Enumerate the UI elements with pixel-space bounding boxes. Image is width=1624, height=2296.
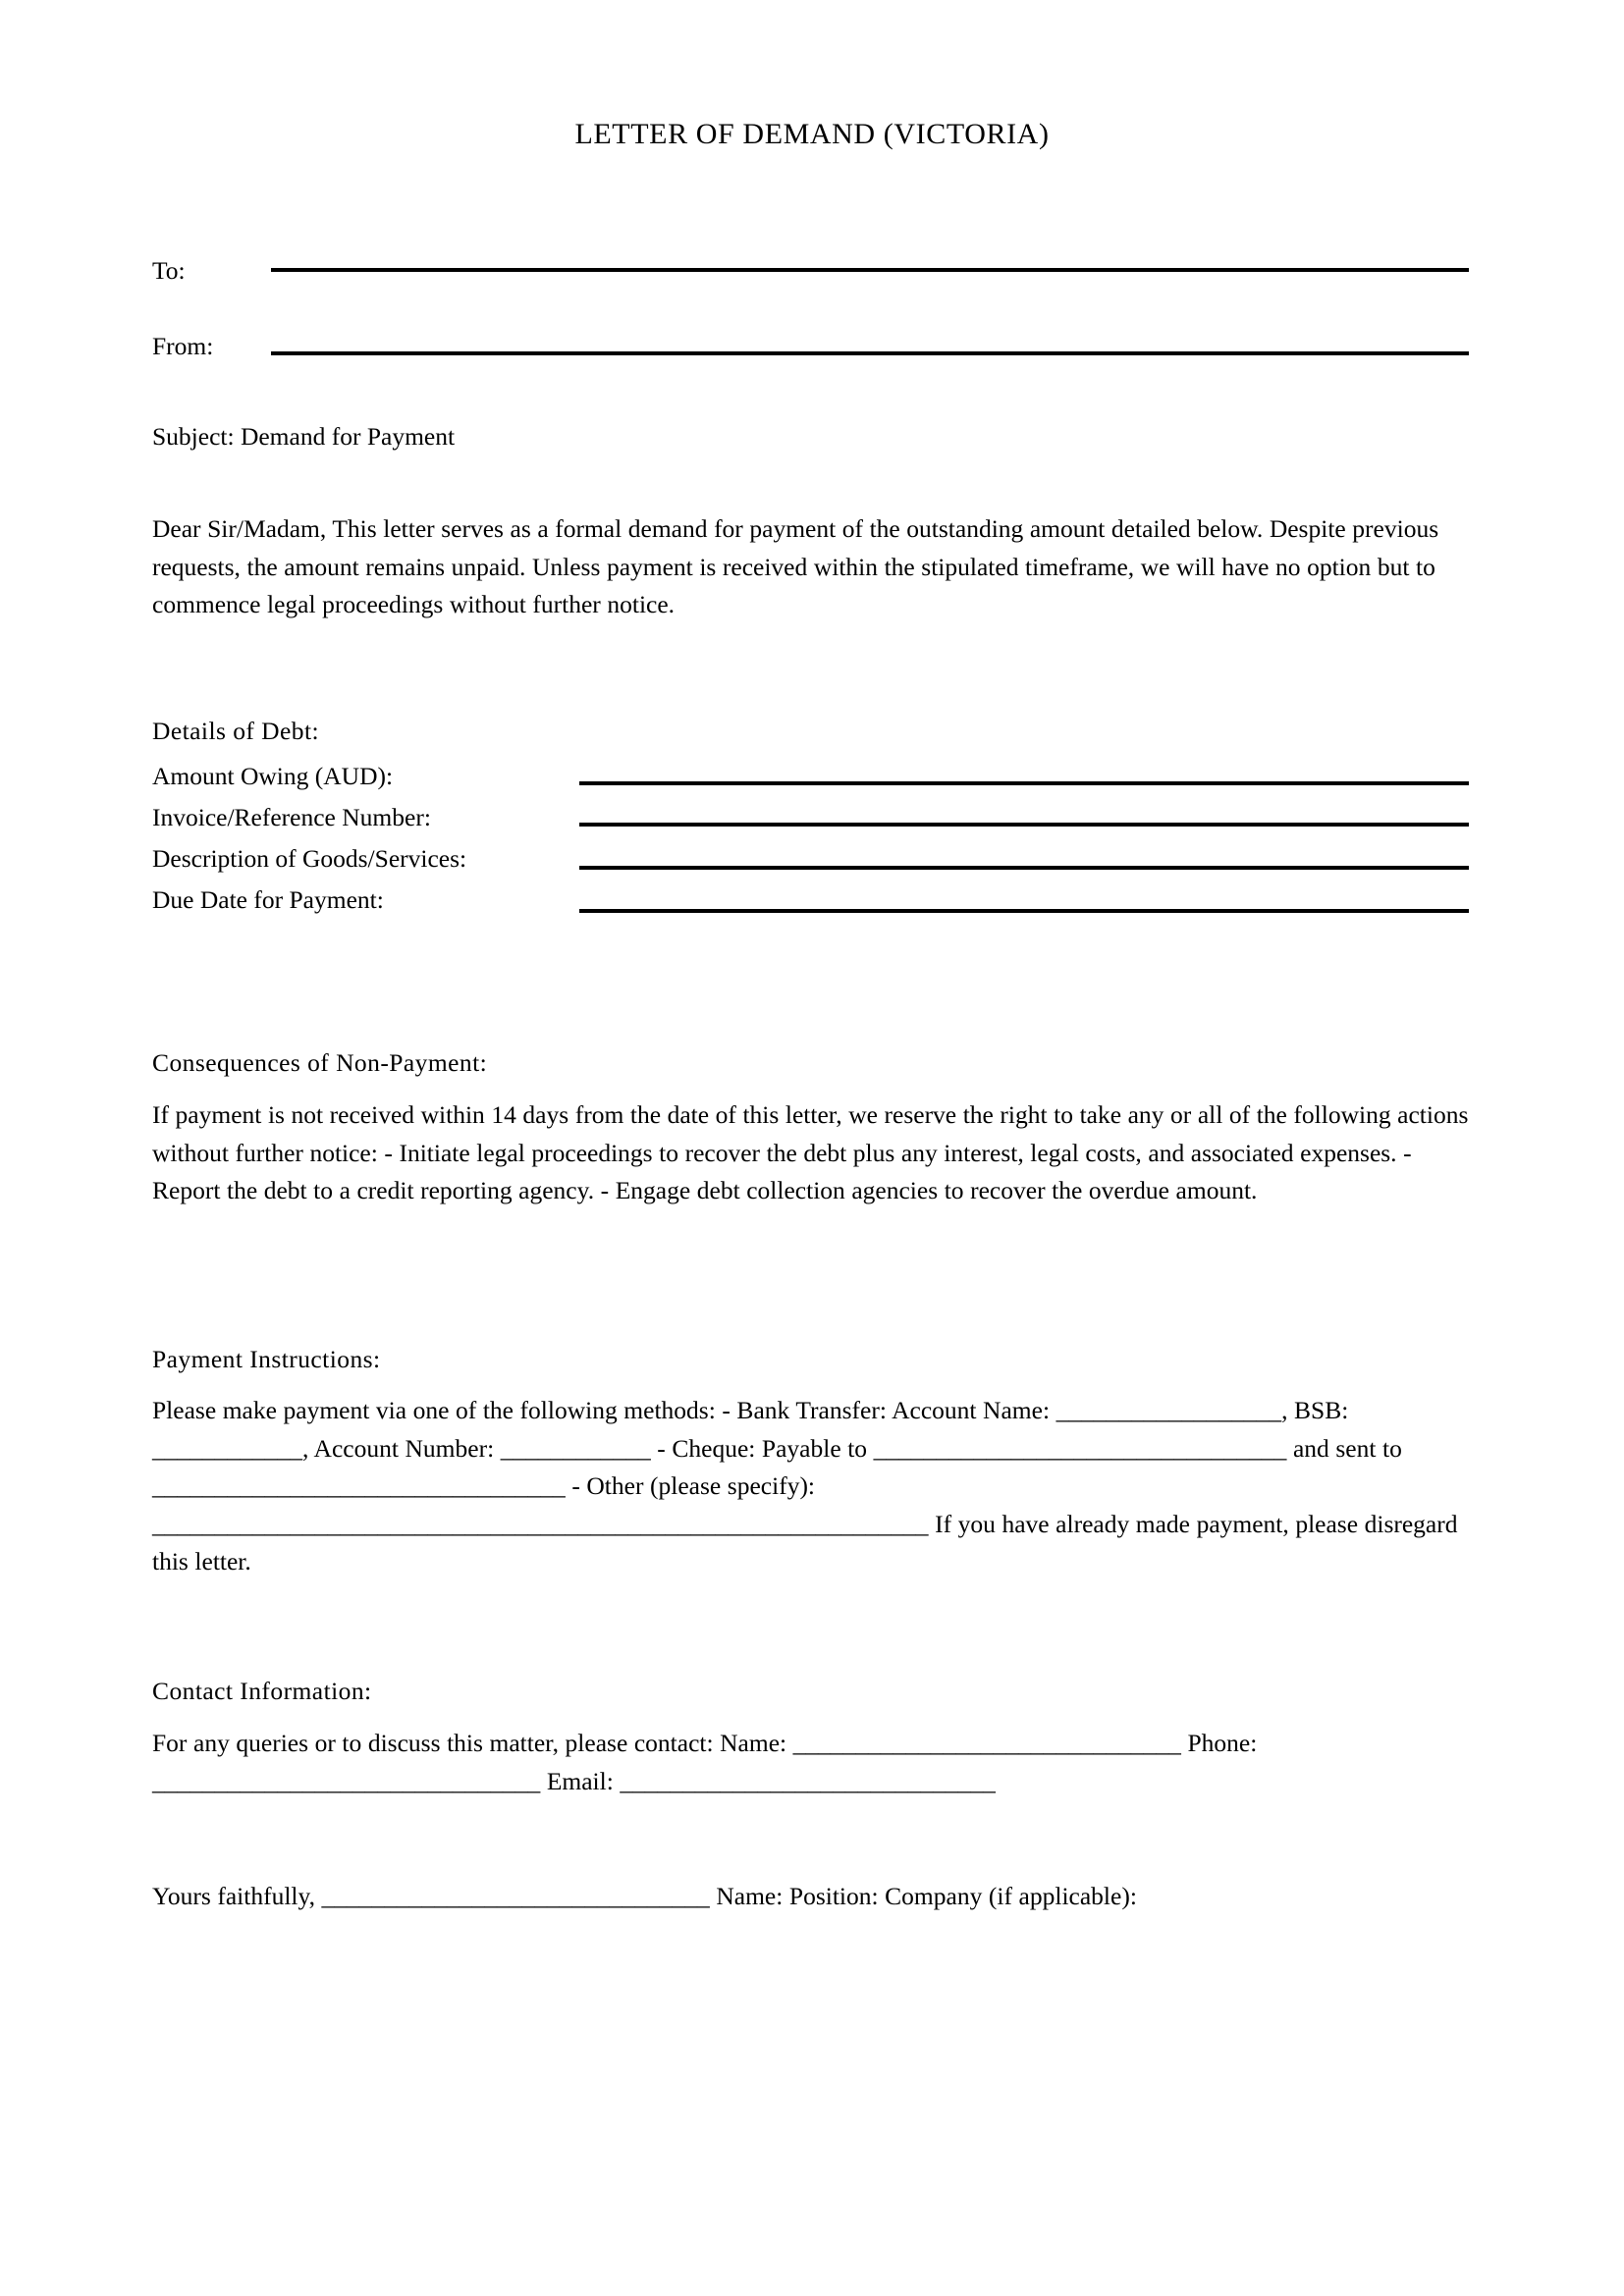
consequences-heading: Consequences of Non-Payment: bbox=[152, 1048, 488, 1077]
contact-information-heading: Contact Information: bbox=[152, 1677, 372, 1705]
to-label: To: bbox=[152, 256, 186, 285]
to-field-line[interactable] bbox=[271, 268, 1469, 272]
closing-line: Yours faithfully, _______________________________ Name: Position: Company (if applicable): bbox=[152, 1882, 1137, 1910]
amount-owing-field-line[interactable] bbox=[579, 781, 1469, 785]
from-field-line[interactable] bbox=[271, 351, 1469, 355]
intro-paragraph: Dear Sir/Madam, This letter serves as a formal demand for payment of the outstanding amount detailed below. Despite previous requests, the amount remains unpaid. Unless payment is received within the stipulated timeframe, we will have no option but to commence legal proceedings without further notice. bbox=[152, 514, 1439, 618]
payment-instructions-heading: Payment Instructions: bbox=[152, 1345, 381, 1373]
invoice-reference-number-field-line[interactable] bbox=[579, 823, 1469, 827]
details-of-debt-heading: Details of Debt: bbox=[152, 717, 320, 745]
amount-owing-label: Amount Owing (AUD): bbox=[152, 762, 394, 790]
description-goods-services-field-line[interactable] bbox=[579, 866, 1469, 870]
description-goods-services-label: Description of Goods/Services: bbox=[152, 844, 467, 873]
due-date-for-payment-field-line[interactable] bbox=[579, 909, 1469, 913]
subject-line: Subject: Demand for Payment bbox=[152, 422, 456, 451]
from-label: From: bbox=[152, 332, 214, 360]
payment-instructions-paragraph: Please make payment via one of the following methods: - Bank Transfer: Account Name: __________________, BSB: ____________, Account Number: ____________ - Cheque: Payable to _________________________________ and sent to _________________________________ - Other (please specify): ______________________________________________________________ If you have already made payment, please disregard this letter. bbox=[152, 1396, 1458, 1575]
consequences-paragraph: If payment is not received within 14 days from the date of this letter, we reserve the right to take any or all of the following actions without further notice: - Initiate legal proceedings to recover the debt plus any interest, legal costs, and associated expenses. - Report the debt to a credit reporting agency. - Engage debt collection agencies to recover the overdue amount. bbox=[152, 1100, 1469, 1204]
due-date-for-payment-label: Due Date for Payment: bbox=[152, 885, 384, 914]
invoice-reference-number-label: Invoice/Reference Number: bbox=[152, 803, 431, 831]
page-title: LETTER OF DEMAND (VICTORIA) bbox=[574, 118, 1050, 150]
contact-information-paragraph: For any queries or to discuss this matter, please contact: Name: _______________________________ Phone: _______________________________ Email: ______________________________ bbox=[152, 1729, 1258, 1795]
